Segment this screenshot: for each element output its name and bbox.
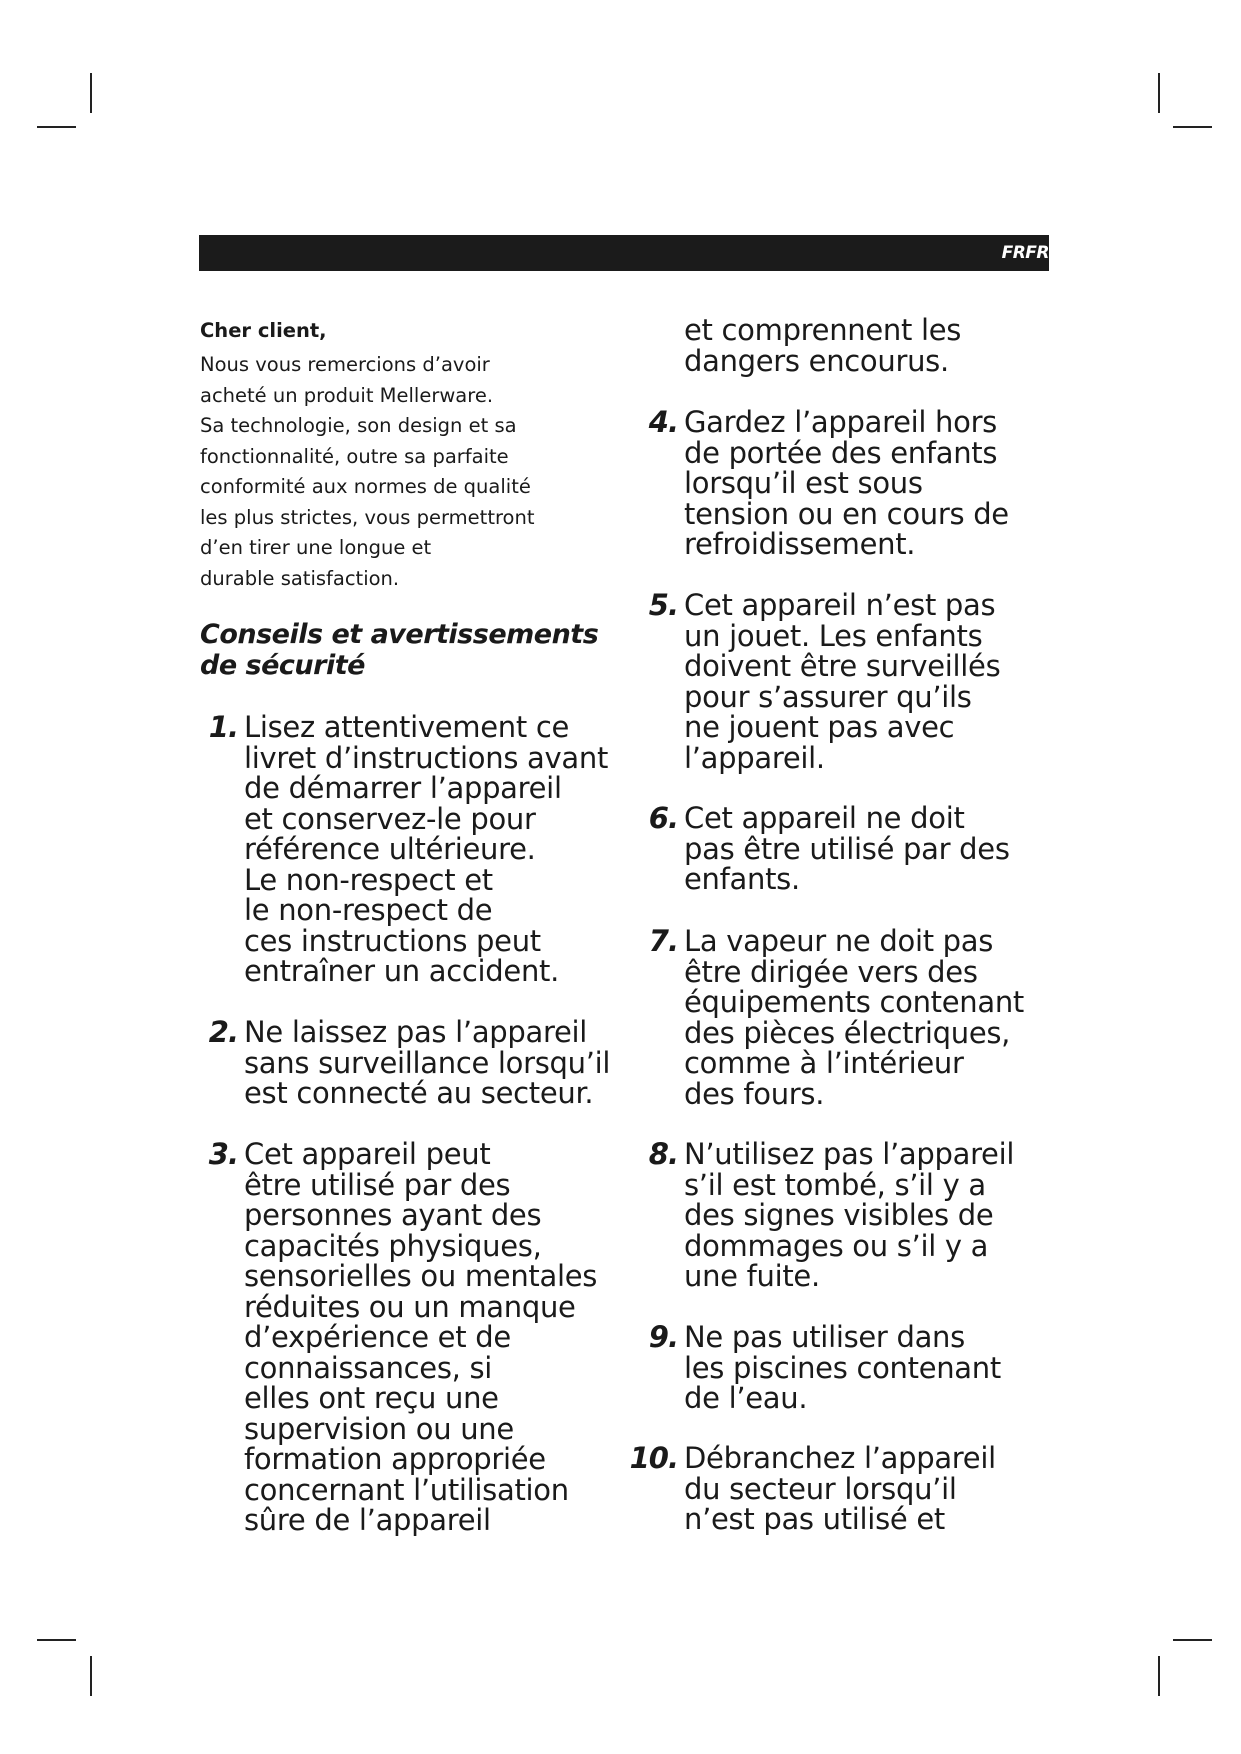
- item-text-line: être dirigée vers des: [684, 954, 978, 989]
- crop-mark: [1158, 73, 1160, 113]
- safety-item: [208, 1137, 598, 1537]
- item-text-line: tension ou en cours de: [684, 496, 1009, 531]
- item-number: 6.: [648, 801, 678, 835]
- item-text-line: Ne pas utiliser dans: [684, 1320, 965, 1354]
- section-title-line: Conseils et avertissements: [200, 619, 599, 650]
- item-text-line: réduites ou un manque: [244, 1289, 576, 1324]
- item-text-line: Cet appareil peut: [244, 1137, 491, 1171]
- safety-item: [629, 1441, 996, 1536]
- item-text-line: s’il est tombé, s’il y a: [684, 1167, 986, 1202]
- intro-paragraph: [200, 350, 620, 594]
- text-line: et comprennent les: [684, 313, 962, 347]
- safety-item: [648, 405, 1009, 561]
- item-text-line: formation appropriée: [244, 1442, 546, 1476]
- item-text-line: d’expérience et de: [244, 1320, 511, 1354]
- item-text-line: est connecté au secteur.: [244, 1076, 594, 1110]
- intro-line: d’en tirer une longue et: [200, 536, 432, 559]
- item-text-line: l’appareil.: [684, 740, 825, 775]
- item-text-line: sensorielles ou mentales: [244, 1259, 598, 1293]
- item-text-line: les piscines contenant: [684, 1350, 1001, 1385]
- item-text-line: personnes ayant des: [244, 1198, 542, 1232]
- crop-mark: [37, 126, 76, 128]
- item-number: 8.: [648, 1137, 678, 1171]
- section-title-line: de sécurité: [200, 650, 365, 681]
- crop-mark: [37, 1639, 76, 1641]
- item-number: 2.: [208, 1015, 238, 1049]
- safety-item: [208, 1015, 611, 1110]
- crop-mark: [1173, 126, 1212, 128]
- intro-line: Nous vous remercions d’avoir: [200, 353, 490, 376]
- crop-mark: [1173, 1639, 1212, 1641]
- item-text-line: sans surveillance lorsqu’il: [244, 1045, 611, 1080]
- item-text-line: des signes visibles de: [684, 1198, 994, 1232]
- item-text-line: de démarrer l’appareil: [244, 771, 562, 805]
- intro-line: fonctionnalité, outre sa parfaite: [200, 444, 509, 468]
- item-text-line: référence ultérieure.: [244, 832, 536, 866]
- item-number: 9.: [648, 1320, 678, 1354]
- item-text-line: N’utilisez pas l’appareil: [684, 1137, 1015, 1171]
- language-label: FRFR: [1001, 243, 1049, 263]
- item-text-line: pas être utilisé par des: [684, 831, 1010, 866]
- item-text-line: sûre de l’appareil: [244, 1503, 491, 1537]
- item-text-line: capacités physiques,: [244, 1228, 542, 1263]
- item-text-line: équipements contenant: [684, 985, 1024, 1019]
- item-text-line: entraîner un accident.: [244, 954, 560, 988]
- item-number: 3.: [208, 1137, 238, 1171]
- safety-item: [648, 588, 1001, 775]
- item-text-line: enfants.: [684, 862, 800, 896]
- intro-line: les plus strictes, vous permettront: [200, 505, 535, 529]
- item-text-line: des fours.: [684, 1076, 825, 1111]
- item-text-line: Débranchez l’appareil: [684, 1441, 996, 1475]
- item-text-line: Cet appareil n’est pas: [684, 588, 996, 622]
- item-text-line: comme à l’intérieur: [684, 1046, 964, 1080]
- crop-mark: [90, 73, 92, 113]
- item-text-line: le non-respect de: [244, 893, 493, 927]
- text-line: dangers encourus.: [684, 343, 949, 378]
- greeting: Cher client,: [200, 319, 327, 342]
- item-text-line: ne jouent pas avec: [684, 710, 955, 744]
- item-number: 4.: [648, 405, 678, 439]
- section-title: [200, 619, 598, 681]
- item-text-line: dommages ou s’il y a: [684, 1228, 989, 1263]
- continuation-text: [684, 315, 961, 376]
- item-text-line: pour s’assurer qu’ils: [684, 679, 972, 714]
- item-number: 5.: [648, 588, 678, 622]
- crop-mark: [1158, 1656, 1160, 1696]
- item-text-line: de l’eau.: [684, 1381, 808, 1415]
- item-text-line: être utilisé par des: [244, 1167, 511, 1202]
- item-text-line: des pièces électriques,: [684, 1015, 1011, 1050]
- item-text-line: du secteur lorsqu’il: [684, 1471, 957, 1506]
- intro-line: durable satisfaction.: [200, 566, 400, 590]
- item-text-line: de portée des enfants: [684, 435, 998, 470]
- intro-line: conformité aux normes de qualité: [200, 475, 531, 498]
- item-text-line: doivent être surveillés: [684, 649, 1001, 683]
- item-text-line: connaissances, si: [244, 1350, 493, 1385]
- crop-mark: [90, 1656, 92, 1696]
- item-text-line: et conservez-le pour: [244, 801, 536, 836]
- item-text-line: n’est pas utilisé et: [684, 1502, 945, 1536]
- item-text-line: une fuite.: [684, 1259, 820, 1293]
- item-text-line: concernant l’utilisation: [244, 1472, 569, 1507]
- safety-item: [648, 1320, 1001, 1415]
- item-number: 1.: [208, 710, 238, 744]
- header-bar: [199, 235, 1049, 271]
- item-text-line: Ne laissez pas l’appareil: [244, 1015, 588, 1049]
- item-text-line: ces instructions peut: [244, 923, 541, 958]
- safety-item: [208, 710, 609, 988]
- safety-item: [648, 801, 1010, 896]
- item-text-line: Cet appareil ne doit: [684, 801, 965, 835]
- item-text-line: La vapeur ne doit pas: [684, 924, 994, 958]
- intro-line: acheté un produit Mellerware.: [200, 383, 494, 407]
- intro-line: Sa technologie, son design et sa: [200, 414, 517, 437]
- item-text-line: refroidissement.: [684, 527, 916, 561]
- item-text-line: elles ont reçu une: [244, 1381, 499, 1415]
- safety-item: [648, 924, 1024, 1111]
- item-number: 10.: [629, 1441, 678, 1475]
- item-text-line: lorsqu’il est sous: [684, 466, 923, 500]
- item-text-line: supervision ou une: [244, 1411, 514, 1446]
- safety-item: [648, 1137, 1015, 1293]
- item-text-line: Le non-respect et: [244, 862, 493, 897]
- item-text-line: livret d’instructions avant: [244, 740, 609, 775]
- item-text-line: un jouet. Les enfants: [684, 618, 983, 653]
- item-text-line: Lisez attentivement ce: [244, 710, 570, 744]
- item-text-line: Gardez l’appareil hors: [684, 405, 997, 439]
- item-number: 7.: [648, 924, 678, 958]
